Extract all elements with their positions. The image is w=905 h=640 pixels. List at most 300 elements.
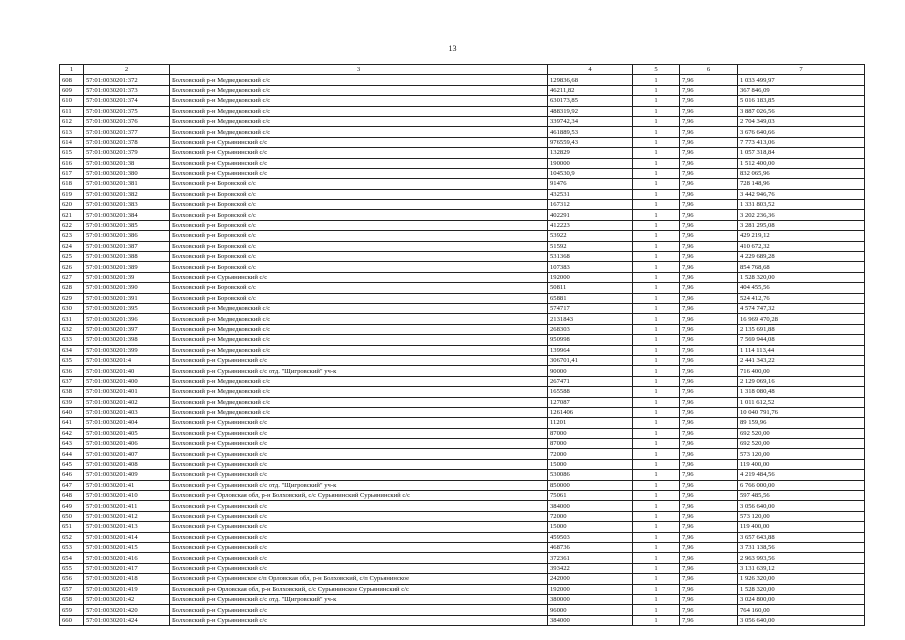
rate-cell: 7,96 (680, 200, 738, 210)
coefficient-cell: 1 (633, 345, 680, 355)
area-cell: 242000 (548, 574, 633, 584)
rate-cell: 7,96 (680, 314, 738, 324)
rate-cell: 7,96 (680, 376, 738, 386)
cadastral-number-cell: 57:01:0030201:382 (84, 189, 170, 199)
table-row (60, 314, 865, 324)
table-row (60, 605, 865, 615)
value-cell: 3 442 946,76 (738, 189, 865, 199)
location-cell: Болховский р-н Боровской с/с (170, 179, 548, 189)
location-cell: Болховский р-н Сурьянинский с/с (170, 501, 548, 511)
location-cell: Болховский р-н Сурьянинский с/с (170, 542, 548, 552)
cadastral-number-cell: 57:01:0030201:414 (84, 532, 170, 542)
coefficient-cell: 1 (633, 96, 680, 106)
area-cell: 192000 (548, 584, 633, 594)
location-cell: Болховский р-н Сурьянинский с/с (170, 615, 548, 625)
row-number-cell: 623 (60, 231, 84, 241)
rate-cell: 7,96 (680, 532, 738, 542)
location-cell: Болховский р-н Сурьянинский с/с отд. "Щигровский" уч-к (170, 480, 548, 490)
table-row (60, 449, 865, 459)
row-number-cell: 655 (60, 563, 84, 573)
value-cell: 573 120,00 (738, 449, 865, 459)
rate-cell: 7,96 (680, 179, 738, 189)
location-cell: Болховский р-н Боровской с/с (170, 293, 548, 303)
table-row (60, 252, 865, 262)
table-row (60, 355, 865, 365)
table-body (60, 75, 865, 626)
row-number-cell: 628 (60, 283, 84, 293)
cadastral-number-cell: 57:01:0030201:419 (84, 584, 170, 594)
area-cell: 459503 (548, 532, 633, 542)
rate-cell: 7,96 (680, 449, 738, 459)
table-row (60, 116, 865, 126)
area-cell: 267471 (548, 376, 633, 386)
area-cell: 402291 (548, 210, 633, 220)
cadastral-number-cell: 57:01:0030201:424 (84, 615, 170, 625)
area-cell: 139964 (548, 345, 633, 355)
cadastral-number-cell: 57:01:0030201:372 (84, 75, 170, 85)
table-row (60, 324, 865, 334)
coefficient-cell: 1 (633, 501, 680, 511)
value-cell: 1 512 400,00 (738, 158, 865, 168)
row-number-cell: 608 (60, 75, 84, 85)
coefficient-cell: 1 (633, 584, 680, 594)
table-row (60, 106, 865, 116)
row-number-cell: 619 (60, 189, 84, 199)
column-header: 2 (84, 65, 170, 75)
cadastral-number-cell: 57:01:0030201:374 (84, 96, 170, 106)
coefficient-cell: 1 (633, 303, 680, 313)
table-row (60, 137, 865, 147)
cadastral-number-cell: 57:01:0030201:408 (84, 459, 170, 469)
rate-cell: 7,96 (680, 480, 738, 490)
value-cell: 1 331 803,52 (738, 200, 865, 210)
row-number-cell: 631 (60, 314, 84, 324)
location-cell: Болховский р-н Боровской с/с (170, 241, 548, 251)
cadastral-number-cell: 57:01:0030201:410 (84, 491, 170, 501)
coefficient-cell: 1 (633, 85, 680, 95)
table-row (60, 335, 865, 345)
coefficient-cell: 1 (633, 272, 680, 282)
area-cell: 2131843 (548, 314, 633, 324)
area-cell: 268303 (548, 324, 633, 334)
area-cell: 192000 (548, 272, 633, 282)
value-cell: 597 485,56 (738, 491, 865, 501)
table-row (60, 189, 865, 199)
table-row (60, 594, 865, 604)
row-number-cell: 647 (60, 480, 84, 490)
cadastral-number-cell: 57:01:0030201:388 (84, 252, 170, 262)
coefficient-cell: 1 (633, 376, 680, 386)
row-number-cell: 632 (60, 324, 84, 334)
cadastral-number-cell: 57:01:0030201:42 (84, 594, 170, 604)
coefficient-cell: 1 (633, 605, 680, 615)
cadastral-number-cell: 57:01:0030201:396 (84, 314, 170, 324)
coefficient-cell: 1 (633, 459, 680, 469)
table-row (60, 428, 865, 438)
value-cell: 1 033 499,97 (738, 75, 865, 85)
coefficient-cell: 1 (633, 137, 680, 147)
rate-cell: 7,96 (680, 366, 738, 376)
rate-cell: 7,96 (680, 116, 738, 126)
location-cell: Болховский р-н Медведковский с/с (170, 303, 548, 313)
table-row (60, 522, 865, 532)
location-cell: Болховский р-н Сурьянинский с/с (170, 563, 548, 573)
location-cell: Болховский р-н Сурьянинский с/с (170, 158, 548, 168)
value-cell: 16 969 470,28 (738, 314, 865, 324)
value-cell: 2 441 343,22 (738, 355, 865, 365)
coefficient-cell: 1 (633, 355, 680, 365)
cadastral-number-cell: 57:01:0030201:4 (84, 355, 170, 365)
coefficient-cell: 1 (633, 314, 680, 324)
location-cell: Болховский р-н Сурьянинский с/с (170, 459, 548, 469)
rate-cell: 7,96 (680, 355, 738, 365)
coefficient-cell: 1 (633, 241, 680, 251)
location-cell: Болховский р-н Сурьянинский с/с (170, 511, 548, 521)
value-cell: 524 412,76 (738, 293, 865, 303)
area-cell: 132829 (548, 148, 633, 158)
row-number-cell: 636 (60, 366, 84, 376)
table-row (60, 210, 865, 220)
cadastral-number-cell: 57:01:0030201:387 (84, 241, 170, 251)
location-cell: Болховский р-н Боровской с/с (170, 200, 548, 210)
cadastral-number-cell: 57:01:0030201:39 (84, 272, 170, 282)
rate-cell: 7,96 (680, 210, 738, 220)
table-row (60, 158, 865, 168)
value-cell: 764 160,00 (738, 605, 865, 615)
table-row (60, 574, 865, 584)
value-cell: 119 400,00 (738, 459, 865, 469)
table-row (60, 615, 865, 625)
column-header: 3 (170, 65, 548, 75)
rate-cell: 7,96 (680, 522, 738, 532)
area-cell: 96000 (548, 605, 633, 615)
rate-cell: 7,96 (680, 511, 738, 521)
value-cell: 3 056 640,00 (738, 501, 865, 511)
table-row (60, 366, 865, 376)
area-cell: 461889,53 (548, 127, 633, 137)
cadastral-number-cell: 57:01:0030201:373 (84, 85, 170, 95)
area-cell: 531368 (548, 252, 633, 262)
rate-cell: 7,96 (680, 542, 738, 552)
row-number-cell: 622 (60, 220, 84, 230)
value-cell: 4 574 747,32 (738, 303, 865, 313)
value-cell: 1 528 320,00 (738, 584, 865, 594)
value-cell: 692 520,00 (738, 428, 865, 438)
value-cell: 119 400,00 (738, 522, 865, 532)
area-cell: 468736 (548, 542, 633, 552)
table-row (60, 376, 865, 386)
area-cell: 167312 (548, 200, 633, 210)
table-row (60, 480, 865, 490)
row-number-cell: 650 (60, 511, 84, 521)
coefficient-cell: 1 (633, 252, 680, 262)
location-cell: Болховский р-н Орловская обл, р-н Болховский, с/с Сурьянинское Сурьянинский с/с (170, 584, 548, 594)
value-cell: 2 963 993,56 (738, 553, 865, 563)
row-number-cell: 621 (60, 210, 84, 220)
table-row (60, 75, 865, 85)
rate-cell: 7,96 (680, 563, 738, 573)
row-number-cell: 651 (60, 522, 84, 532)
location-cell: Болховский р-н Боровской с/с (170, 231, 548, 241)
row-number-cell: 612 (60, 116, 84, 126)
cadastral-number-cell: 57:01:0030201:401 (84, 387, 170, 397)
cadastral-number-cell: 57:01:0030201:395 (84, 303, 170, 313)
row-number-cell: 634 (60, 345, 84, 355)
table-row (60, 127, 865, 137)
row-number-cell: 652 (60, 532, 84, 542)
rate-cell: 7,96 (680, 459, 738, 469)
rate-cell: 7,96 (680, 615, 738, 625)
location-cell: Болховский р-н Боровской с/с (170, 220, 548, 230)
registry-table (59, 64, 865, 626)
coefficient-cell: 1 (633, 200, 680, 210)
coefficient-cell: 1 (633, 293, 680, 303)
row-number-cell: 625 (60, 252, 84, 262)
area-cell: 91476 (548, 179, 633, 189)
table-row (60, 179, 865, 189)
value-cell: 404 455,56 (738, 283, 865, 293)
row-number-cell: 659 (60, 605, 84, 615)
rate-cell: 7,96 (680, 252, 738, 262)
cadastral-number-cell: 57:01:0030201:406 (84, 439, 170, 449)
rate-cell: 7,96 (680, 283, 738, 293)
cadastral-number-cell: 57:01:0030201:417 (84, 563, 170, 573)
value-cell: 5 016 183,85 (738, 96, 865, 106)
value-cell: 1 057 318,84 (738, 148, 865, 158)
rate-cell: 7,96 (680, 106, 738, 116)
row-number-cell: 641 (60, 418, 84, 428)
coefficient-cell: 1 (633, 283, 680, 293)
value-cell: 89 159,96 (738, 418, 865, 428)
table-row (60, 397, 865, 407)
table-row (60, 303, 865, 313)
row-number-cell: 635 (60, 355, 84, 365)
location-cell: Болховский р-н Боровской с/с (170, 283, 548, 293)
rate-cell: 7,96 (680, 168, 738, 178)
value-cell: 3 131 639,12 (738, 563, 865, 573)
row-number-cell: 616 (60, 158, 84, 168)
rate-cell: 7,96 (680, 594, 738, 604)
coefficient-cell: 1 (633, 397, 680, 407)
location-cell: Болховский р-н Боровской с/с (170, 262, 548, 272)
table-row (60, 501, 865, 511)
cadastral-number-cell: 57:01:0030201:376 (84, 116, 170, 126)
coefficient-cell: 1 (633, 439, 680, 449)
cadastral-number-cell: 57:01:0030201:384 (84, 210, 170, 220)
area-cell: 53922 (548, 231, 633, 241)
value-cell: 728 148,96 (738, 179, 865, 189)
value-cell: 4 229 689,28 (738, 252, 865, 262)
cadastral-number-cell: 57:01:0030201:377 (84, 127, 170, 137)
location-cell: Болховский р-н Медведковский с/с (170, 345, 548, 355)
rate-cell: 7,96 (680, 574, 738, 584)
location-cell: Болховский р-н Сурьянинский с/с (170, 168, 548, 178)
location-cell: Болховский р-н Медведковский с/с (170, 127, 548, 137)
coefficient-cell: 1 (633, 511, 680, 521)
cadastral-number-cell: 57:01:0030201:389 (84, 262, 170, 272)
rate-cell: 7,96 (680, 439, 738, 449)
location-cell: Болховский р-н Сурьянинский с/с (170, 355, 548, 365)
value-cell: 3 731 138,56 (738, 542, 865, 552)
area-cell: 1261406 (548, 407, 633, 417)
area-cell: 15000 (548, 522, 633, 532)
rate-cell: 7,96 (680, 335, 738, 345)
page-number: 13 (448, 44, 457, 53)
coefficient-cell: 1 (633, 542, 680, 552)
row-number-cell: 627 (60, 272, 84, 282)
area-cell: 165588 (548, 387, 633, 397)
value-cell: 7 773 413,06 (738, 137, 865, 147)
row-number-cell: 640 (60, 407, 84, 417)
location-cell: Болховский р-н Медведковский с/с (170, 397, 548, 407)
value-cell: 716 400,00 (738, 366, 865, 376)
rate-cell: 7,96 (680, 407, 738, 417)
rate-cell: 7,96 (680, 470, 738, 480)
cadastral-number-cell: 57:01:0030201:407 (84, 449, 170, 459)
area-cell: 190000 (548, 158, 633, 168)
rate-cell: 7,96 (680, 387, 738, 397)
table-row (60, 418, 865, 428)
table-row (60, 439, 865, 449)
area-cell: 15000 (548, 459, 633, 469)
location-cell: Болховский р-н Орловская обл, р-н Болховский, с/с Сурьянинский Сурьянинский с/с (170, 491, 548, 501)
coefficient-cell: 1 (633, 428, 680, 438)
cadastral-number-cell: 57:01:0030201:379 (84, 148, 170, 158)
table-row (60, 553, 865, 563)
location-cell: Болховский р-н Сурьянинский с/с (170, 272, 548, 282)
cadastral-number-cell: 57:01:0030201:386 (84, 231, 170, 241)
table-row (60, 283, 865, 293)
rate-cell: 7,96 (680, 418, 738, 428)
value-cell: 3 056 640,00 (738, 615, 865, 625)
table-row (60, 293, 865, 303)
value-cell: 367 846,09 (738, 85, 865, 95)
value-cell: 573 120,00 (738, 511, 865, 521)
row-number-cell: 609 (60, 85, 84, 95)
rate-cell: 7,96 (680, 85, 738, 95)
location-cell: Болховский р-н Медведковский с/с (170, 324, 548, 334)
value-cell: 4 219 484,56 (738, 470, 865, 480)
coefficient-cell: 1 (633, 324, 680, 334)
rate-cell: 7,96 (680, 158, 738, 168)
location-cell: Болховский р-н Сурьянинский с/с (170, 439, 548, 449)
location-cell: Болховский р-н Медведковский с/с (170, 116, 548, 126)
coefficient-cell: 1 (633, 407, 680, 417)
coefficient-cell: 1 (633, 231, 680, 241)
table-row (60, 470, 865, 480)
area-cell: 72000 (548, 511, 633, 521)
coefficient-cell: 1 (633, 615, 680, 625)
table-row (60, 241, 865, 251)
area-cell: 384000 (548, 501, 633, 511)
rate-cell: 7,96 (680, 428, 738, 438)
rate-cell: 7,96 (680, 241, 738, 251)
row-number-cell: 615 (60, 148, 84, 158)
cadastral-number-cell: 57:01:0030201:400 (84, 376, 170, 386)
location-cell: Болховский р-н Сурьянинский с/с (170, 148, 548, 158)
table-row (60, 345, 865, 355)
location-cell: Болховский р-н Сурьянинский с/с (170, 428, 548, 438)
area-cell: 72000 (548, 449, 633, 459)
row-number-cell: 657 (60, 584, 84, 594)
row-number-cell: 654 (60, 553, 84, 563)
rate-cell: 7,96 (680, 220, 738, 230)
table-row (60, 542, 865, 552)
area-cell: 412223 (548, 220, 633, 230)
table-row (60, 584, 865, 594)
location-cell: Болховский р-н Сурьянинский с/с (170, 449, 548, 459)
value-cell: 3 887 026,56 (738, 106, 865, 116)
value-cell: 692 520,00 (738, 439, 865, 449)
area-cell: 90000 (548, 366, 633, 376)
row-number-cell: 620 (60, 200, 84, 210)
table-row (60, 491, 865, 501)
rate-cell: 7,96 (680, 491, 738, 501)
rate-cell: 7,96 (680, 324, 738, 334)
cadastral-number-cell: 57:01:0030201:385 (84, 220, 170, 230)
row-number-cell: 624 (60, 241, 84, 251)
location-cell: Болховский р-н Медведковский с/с (170, 335, 548, 345)
area-cell: 306701,41 (548, 355, 633, 365)
coefficient-cell: 1 (633, 220, 680, 230)
rate-cell: 7,96 (680, 501, 738, 511)
value-cell: 7 569 944,08 (738, 335, 865, 345)
value-cell: 832 065,96 (738, 168, 865, 178)
area-cell: 65881 (548, 293, 633, 303)
row-number-cell: 630 (60, 303, 84, 313)
value-cell: 1 114 113,44 (738, 345, 865, 355)
area-cell: 530086 (548, 470, 633, 480)
table-row (60, 272, 865, 282)
area-cell: 488319,92 (548, 106, 633, 116)
rate-cell: 7,96 (680, 553, 738, 563)
coefficient-cell: 1 (633, 387, 680, 397)
location-cell: Болховский р-н Медведковский с/с (170, 387, 548, 397)
cadastral-number-cell: 57:01:0030201:411 (84, 501, 170, 511)
cadastral-number-cell: 57:01:0030201:375 (84, 106, 170, 116)
row-number-cell: 637 (60, 376, 84, 386)
area-cell: 574717 (548, 303, 633, 313)
cadastral-number-cell: 57:01:0030201:381 (84, 179, 170, 189)
area-cell: 75061 (548, 491, 633, 501)
row-number-cell: 618 (60, 179, 84, 189)
value-cell: 429 219,12 (738, 231, 865, 241)
cadastral-number-cell: 57:01:0030201:380 (84, 168, 170, 178)
coefficient-cell: 1 (633, 158, 680, 168)
cadastral-number-cell: 57:01:0030201:383 (84, 200, 170, 210)
cadastral-number-cell: 57:01:0030201:38 (84, 158, 170, 168)
table-row (60, 85, 865, 95)
table-row (60, 220, 865, 230)
table-row (60, 511, 865, 521)
value-cell: 2 704 349,03 (738, 116, 865, 126)
cadastral-number-cell: 57:01:0030201:418 (84, 574, 170, 584)
cadastral-number-cell: 57:01:0030201:391 (84, 293, 170, 303)
value-cell: 1 011 612,52 (738, 397, 865, 407)
coefficient-cell: 1 (633, 449, 680, 459)
value-cell: 10 040 791,76 (738, 407, 865, 417)
coefficient-cell: 1 (633, 470, 680, 480)
row-number-cell: 633 (60, 335, 84, 345)
table-row (60, 168, 865, 178)
location-cell: Болховский р-н Медведковский с/с (170, 96, 548, 106)
coefficient-cell: 1 (633, 189, 680, 199)
coefficient-cell: 1 (633, 532, 680, 542)
row-number-cell: 629 (60, 293, 84, 303)
coefficient-cell: 1 (633, 563, 680, 573)
row-number-cell: 642 (60, 428, 84, 438)
value-cell: 3 202 236,36 (738, 210, 865, 220)
